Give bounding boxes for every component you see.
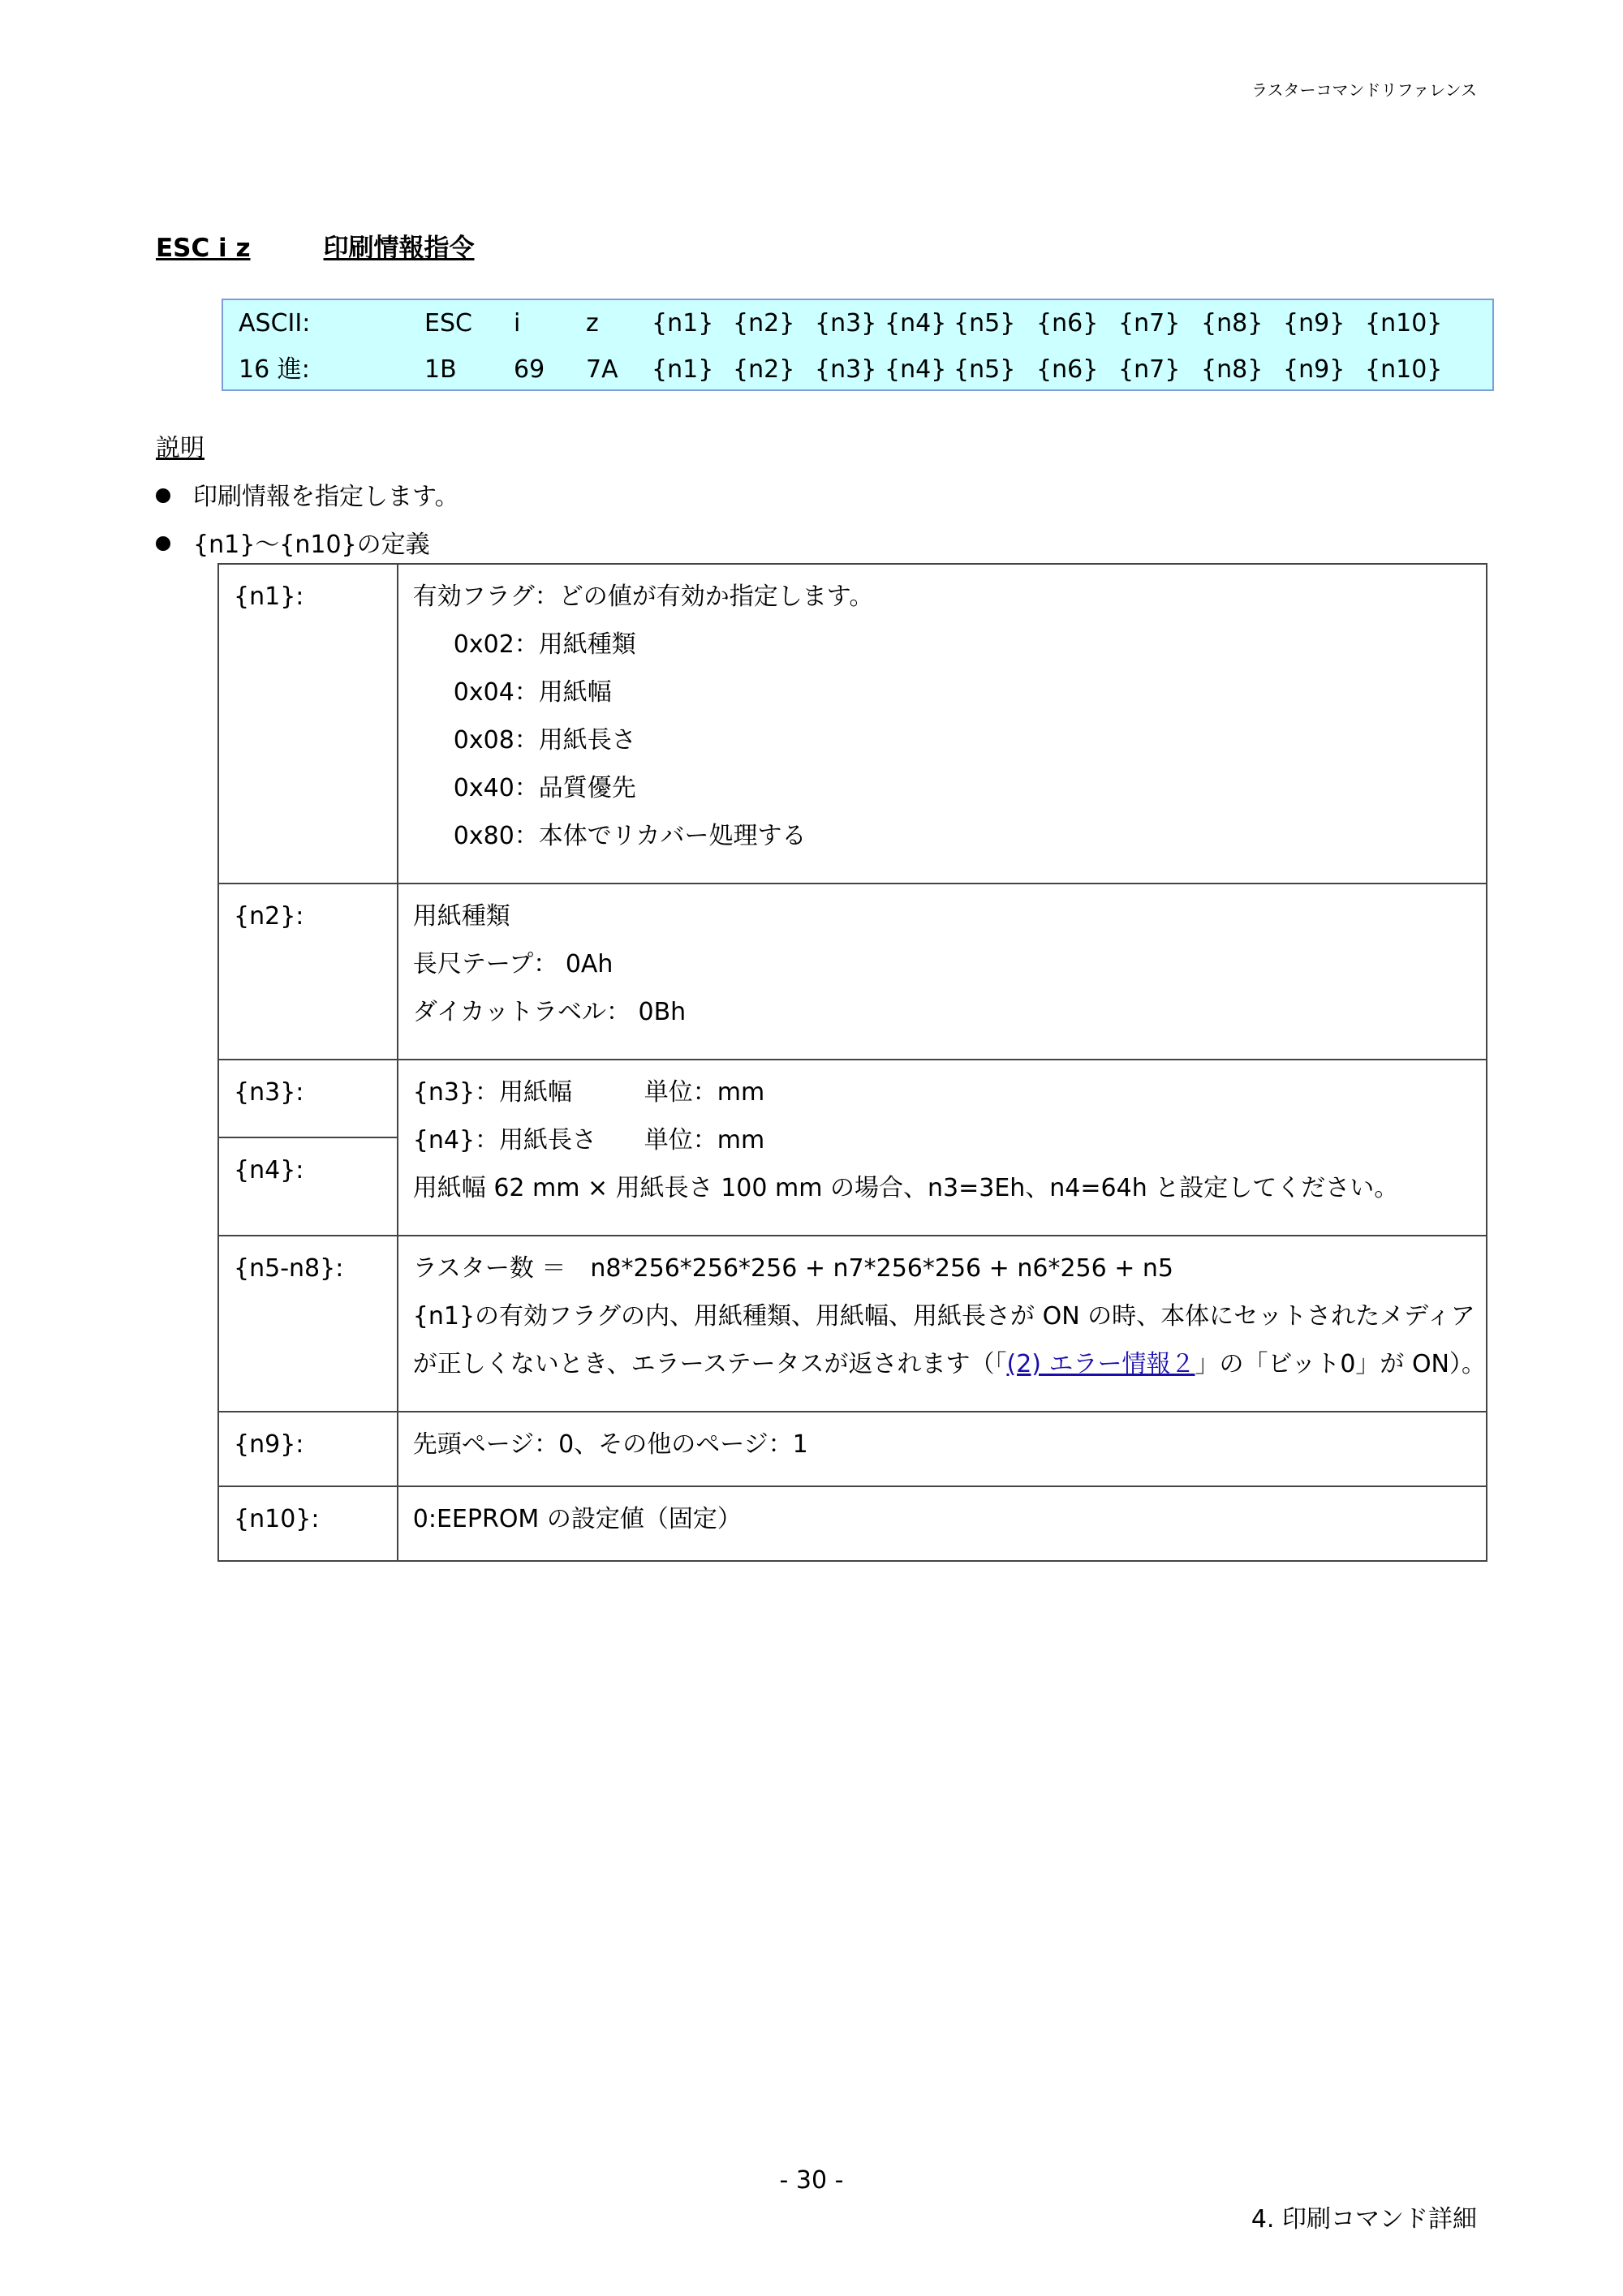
command-name: ESC i z (156, 234, 251, 263)
code-cell: {n9} (1283, 309, 1345, 338)
ascii-row (223, 300, 1492, 346)
command-description: 印刷情報指令 (323, 234, 475, 263)
param-key: {n4}: (218, 1137, 398, 1236)
bullet-icon (156, 488, 170, 503)
code-cell: {n8} (1201, 309, 1264, 338)
bullet-icon (156, 536, 170, 551)
command-format-box (222, 299, 1494, 391)
code-cell: {n1} (652, 355, 714, 384)
code-cell: {n8} (1201, 355, 1264, 384)
code-cell: {n3} (815, 309, 877, 338)
code-cell: {n1} (652, 309, 714, 338)
param-key: {n2}: (218, 884, 398, 1060)
hex-label: 16 進: (239, 355, 310, 384)
param-value: ラスター数 ＝ n8*256*256*256 + n7*256*256 + n6*256 + n5 {n1}の有効フラグの内、用紙種類、用紙幅、用紙長さが ON の時、本体にセットされたメディア が正しくないとき、エラーステータスが返されます（「(2) エラー情報２」の「ビット0」が ON）。 (398, 1236, 1487, 1412)
code-cell: {n6} (1036, 355, 1099, 384)
code-cell: i (514, 309, 521, 338)
param-value: 用紙種類 長尺テープ： 0Ah ダイカットラベル： 0Bh (398, 884, 1487, 1060)
code-cell: {n7} (1118, 309, 1181, 338)
parameter-definition-table (217, 563, 1487, 1562)
bullet-item: {n1}〜{n10}の定義 (156, 524, 430, 560)
code-cell: 1B (424, 355, 457, 384)
table-row (218, 564, 1487, 884)
code-cell: {n5} (954, 355, 1016, 384)
code-cell: {n2} (733, 355, 795, 384)
param-value: {n3}：用紙幅 単位：mm {n4}：用紙長さ 単位：mm 用紙幅 62 mm × 用紙長さ 100 mm の場合、n3=3Eh、n4=64h と設定してください。 (398, 1060, 1487, 1236)
page-title (156, 227, 475, 264)
code-cell: 69 (514, 355, 545, 384)
ascii-label: ASCII: (239, 309, 311, 338)
param-value: 0:EEPROM の設定値（固定） (398, 1486, 1487, 1561)
table-row (218, 1486, 1487, 1561)
param-key: {n3}: (218, 1060, 398, 1137)
code-cell: {n4} (885, 355, 947, 384)
bullet-item: 印刷情報を指定します。 (156, 476, 459, 512)
chapter-footer: 4. 印刷コマンド詳細 (1251, 2205, 1477, 2234)
param-key: {n10}: (218, 1486, 398, 1561)
hex-row (223, 346, 1492, 393)
code-cell: {n6} (1036, 309, 1099, 338)
section-heading: 説明 (156, 434, 204, 462)
code-cell: {n10} (1365, 355, 1443, 384)
table-row (218, 1412, 1487, 1486)
code-cell: {n7} (1118, 355, 1181, 384)
running-header: ラスターコマンドリファレンス (1251, 80, 1477, 100)
table-row (218, 1236, 1487, 1412)
code-cell: {n9} (1283, 355, 1345, 384)
param-key: {n5-n8}: (218, 1236, 398, 1412)
code-cell: {n3} (815, 355, 877, 384)
param-key: {n9}: (218, 1412, 398, 1486)
code-cell: 7A (586, 355, 618, 384)
param-value: 先頭ページ：0、その他のページ：1 (398, 1412, 1487, 1486)
table-row (218, 1060, 1487, 1137)
code-cell: {n4} (885, 309, 947, 338)
param-key: {n1}: (218, 564, 398, 884)
code-cell: {n10} (1365, 309, 1443, 338)
page-number: - 30 - (779, 2166, 844, 2195)
code-cell: {n5} (954, 309, 1016, 338)
code-cell: {n2} (733, 309, 795, 338)
param-value: 有効フラグ：どの値が有効か指定します。 0x02：用紙種類 0x04：用紙幅 0x08：用紙長さ 0x40：品質優先 0x80：本体でリカバー処理する (398, 564, 1487, 884)
error-info-link[interactable]: (2) エラー情報２ (1006, 1350, 1195, 1378)
code-cell: ESC (424, 309, 472, 338)
table-row (218, 884, 1487, 1060)
code-cell: z (586, 309, 599, 338)
